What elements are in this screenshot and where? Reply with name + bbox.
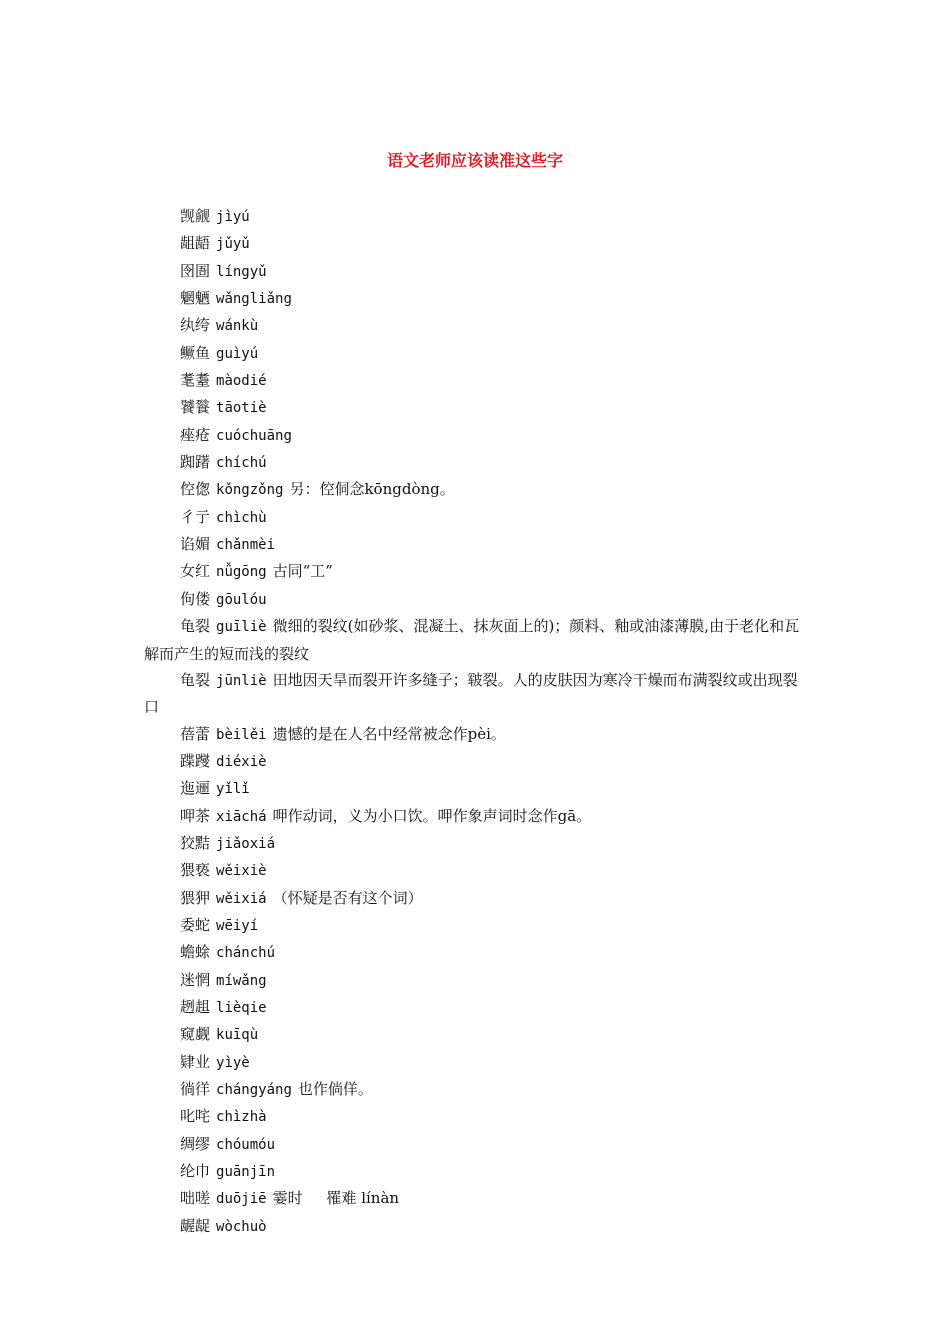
list-item: [144, 1021, 812, 1048]
entry-pinyin: míwǎng: [216, 972, 267, 989]
list-item: [144, 967, 812, 994]
list-item: [144, 558, 812, 585]
entry-chars: 蹀躞: [180, 751, 211, 770]
entry-note: （怀疑是否有这个词）: [272, 888, 423, 907]
entry-chars: 窥觑: [180, 1025, 211, 1044]
entry-chars: 蓓蕾: [180, 724, 211, 743]
entry-chars: 痤疮: [180, 425, 211, 444]
entry-pinyin: wěixiá: [216, 890, 267, 907]
entry-chars: 纨绔: [180, 316, 211, 335]
entry-chars: 猥狎: [180, 888, 211, 907]
entry-pinyin: yìyè: [216, 1054, 250, 1071]
list-item: [144, 586, 812, 613]
entry-pinyin: màodié: [216, 373, 267, 390]
entry-pinyin: guìyú: [216, 345, 259, 362]
entry-chars: 龟裂: [180, 670, 211, 689]
list-item: [144, 258, 812, 285]
entry-pinyin: cuóchuāng: [216, 427, 292, 444]
entry-chars: 咄嗟: [180, 1189, 211, 1208]
entry-chars: 迷惘: [180, 970, 211, 989]
list-item: [144, 885, 812, 912]
list-item: [144, 504, 812, 531]
list-item: [144, 367, 812, 394]
entry-chars: 耄耋: [180, 371, 211, 390]
entry-chars: 鳜鱼: [180, 343, 211, 362]
entry-pinyin: wěixiè: [216, 863, 267, 880]
entry-pinyin: jūnliè: [216, 672, 267, 689]
entry-note: 呷作动词，义为小口饮。呷作象声词时念作gā。: [272, 806, 592, 825]
list-item: [144, 312, 812, 339]
entry-chars: 龌龊: [180, 1216, 211, 1235]
entry-chars: 叱咤: [180, 1107, 211, 1126]
entry-chars: 踟躇: [180, 453, 211, 472]
entry-chars: 彳亍: [180, 507, 211, 526]
entry-chars: 囹圄: [180, 261, 211, 280]
entry-pinyin: duōjiē: [216, 1191, 267, 1208]
entry-pinyin: lièqie: [216, 999, 267, 1016]
list-item: [144, 667, 812, 721]
list-item: [144, 857, 812, 884]
list-item: [144, 394, 812, 421]
list-item: [144, 721, 812, 748]
entry-pinyin: chíchú: [216, 455, 267, 472]
entry-pinyin: guīliè: [216, 619, 267, 636]
list-item: [144, 230, 812, 257]
entry-chars: 蟾蜍: [180, 943, 211, 962]
entry-chars: 肄业: [180, 1052, 211, 1071]
entry-chars: 龃龉: [180, 234, 211, 253]
entry-note: 微细的裂纹(如砂浆、混凝土、抹灰面上的)；颜料、釉或油漆薄膜,由于老化和瓦解而产生的短而浅的裂纹: [144, 617, 800, 663]
entry-note: 也作倘佯。: [297, 1080, 373, 1098]
entry-chars: 绸缪: [180, 1134, 211, 1153]
entry-note: 田地因天旱而裂开许多缝子；皲裂。人的皮肤因为寒冷干燥而布满裂纹或出现裂口: [144, 670, 798, 717]
list-item: [144, 285, 812, 312]
entry-pinyin: chánchú: [216, 945, 276, 962]
list-item: [144, 1076, 812, 1103]
page-title: 语文老师应该读准这些字: [386, 151, 563, 170]
list-item: [144, 1158, 812, 1185]
entry-chars: 狡黠: [180, 833, 211, 852]
entry-chars: 魍魉: [180, 289, 211, 308]
entry-chars: 纶巾: [180, 1162, 211, 1181]
entry-pinyin: gōulóu: [216, 591, 267, 608]
list-item: [144, 1185, 812, 1212]
entry-pinyin: jiǎoxiá: [216, 835, 276, 852]
list-item: [144, 449, 812, 476]
list-item: [144, 830, 812, 857]
list-item: [144, 1213, 812, 1240]
entry-pinyin: jǔyǔ: [216, 236, 250, 253]
entry-chars: 猥亵: [180, 861, 211, 880]
entry-pinyin: kǒngzǒng: [216, 482, 284, 499]
entry-note: 霎时 罹难 línàn: [272, 1189, 400, 1208]
list-item: [144, 1103, 812, 1130]
entry-chars: 佝偻: [180, 589, 211, 608]
list-item: [144, 912, 812, 939]
entry-pinyin: tāotiè: [216, 400, 267, 417]
list-item: [144, 613, 812, 667]
entry-pinyin: xiāchá: [216, 808, 267, 825]
list-item: [144, 939, 812, 966]
entry-pinyin: nǚgōng: [216, 564, 267, 581]
entry-pinyin: wòchuò: [216, 1218, 267, 1235]
list-item: [144, 775, 812, 802]
entry-chars: 徜徉: [180, 1080, 211, 1098]
entry-pinyin: chìchù: [216, 509, 267, 526]
entry-pinyin: chìzhà: [216, 1109, 267, 1126]
entry-pinyin: kuīqù: [216, 1027, 259, 1044]
word-list: [144, 203, 812, 1240]
entry-chars: 女红: [180, 562, 211, 581]
list-item: [144, 476, 812, 503]
entry-note: 另：倥侗念kōngdòng。: [289, 480, 455, 499]
entry-chars: 觊觎: [180, 207, 211, 225]
entry-pinyin: wánkù: [216, 318, 259, 335]
entry-pinyin: diéxiè: [216, 753, 267, 770]
entry-pinyin: chóumóu: [216, 1136, 276, 1153]
entry-chars: 倥偬: [180, 480, 211, 499]
list-item: [144, 994, 812, 1021]
list-item: [144, 803, 812, 830]
entry-pinyin: wēiyí: [216, 917, 259, 934]
entry-pinyin: chángyáng: [216, 1082, 292, 1098]
entry-note: 古同“工”: [272, 562, 333, 581]
list-item: [144, 1049, 812, 1076]
entry-chars: 呷茶: [180, 806, 211, 825]
entry-chars: 饕餮: [180, 398, 211, 417]
entry-pinyin: wǎngliǎng: [216, 291, 292, 308]
entry-note: 遗憾的是在人名中经常被念作pèi。: [272, 724, 506, 743]
list-item: [144, 531, 812, 558]
list-item: [144, 1131, 812, 1158]
entry-pinyin: yǐlǐ: [216, 781, 250, 798]
entry-pinyin: guānjīn: [216, 1164, 276, 1181]
entry-chars: 委蛇: [180, 915, 211, 934]
list-item: [144, 203, 812, 230]
entry-pinyin: língyǔ: [216, 263, 267, 280]
entry-chars: 趔趄: [180, 997, 211, 1016]
entry-pinyin: jìyú: [216, 209, 250, 225]
entry-chars: 龟裂: [180, 617, 211, 636]
entry-pinyin: bèilěi: [216, 726, 267, 743]
list-item: [144, 748, 812, 775]
list-item: [144, 340, 812, 367]
entry-chars: 迤逦: [180, 779, 211, 798]
entry-chars: 谄媚: [180, 535, 211, 554]
list-item: [144, 422, 812, 449]
entry-pinyin: chǎnmèi: [216, 537, 276, 554]
